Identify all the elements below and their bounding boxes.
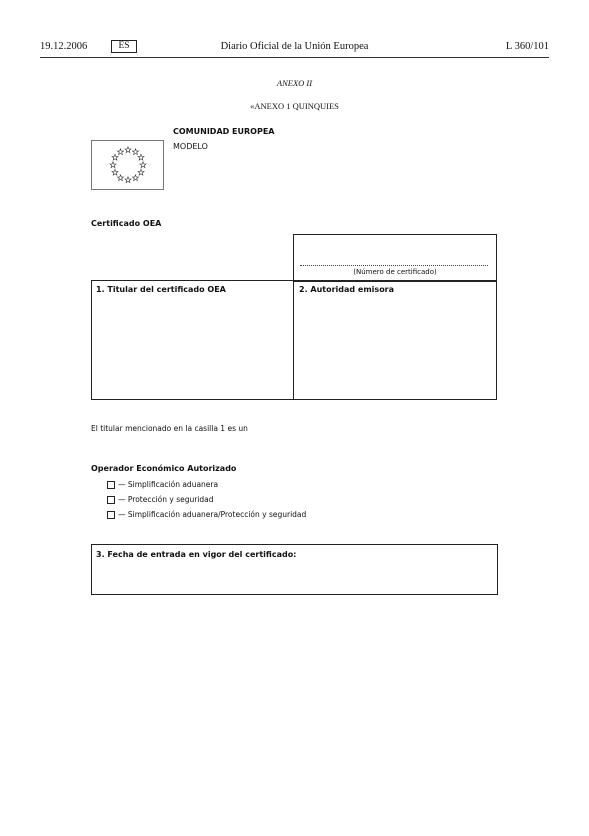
issuing-authority-label: 2. Autoridad emisora	[299, 285, 395, 294]
star-icon	[132, 149, 138, 155]
certificate-number-caption: (Número de certificado)	[353, 268, 437, 276]
star-icon	[117, 149, 123, 155]
star-icon	[125, 147, 131, 153]
option-combined: — Simplificación aduanera/Protección y seguridad	[118, 510, 307, 519]
number-dotted-line	[300, 265, 488, 266]
option-customs-simplification: — Simplificación aduanera	[118, 480, 219, 489]
option-security-safety: — Protección y seguridad	[118, 495, 214, 504]
table-divider	[293, 280, 294, 399]
star-icon	[132, 175, 138, 181]
header-date: 19.12.2006	[40, 41, 88, 52]
star-icon	[112, 154, 118, 160]
language-badge: ES	[111, 40, 137, 53]
checkbox-security-safety[interactable]	[107, 496, 115, 504]
star-icon	[117, 175, 123, 181]
star-icon	[138, 154, 144, 160]
eu-stars-icon	[91, 140, 164, 190]
journal-title: Diario Oficial de la Unión Europea	[220, 41, 369, 52]
community-label: COMUNIDAD EUROPEA	[173, 127, 275, 136]
star-icon	[138, 169, 144, 175]
star-icon	[140, 162, 146, 168]
annex-title: ANEXO II	[276, 78, 313, 88]
holder-label: 1. Titular del certificado OEA	[96, 285, 226, 294]
annex-subtitle: «ANEXO 1 QUINQUIES	[250, 101, 339, 111]
checkbox-customs-simplification[interactable]	[107, 481, 115, 489]
certificate-heading: Certificado OEA	[91, 219, 162, 228]
star-icon	[125, 177, 131, 183]
star-icon	[112, 169, 118, 175]
page-reference: L 360/101	[505, 41, 549, 52]
certificate-table	[91, 280, 497, 400]
star-icon	[110, 162, 116, 168]
checkbox-combined[interactable]	[107, 511, 115, 519]
holder-statement: El titular mencionado en la casilla 1 es un	[91, 424, 248, 433]
header-rule	[40, 57, 549, 58]
model-label: MODELO	[173, 142, 208, 151]
effective-date-label: 3. Fecha de entrada en vigor del certificado:	[96, 550, 297, 559]
operator-heading: Operador Económico Autorizado	[91, 464, 237, 473]
